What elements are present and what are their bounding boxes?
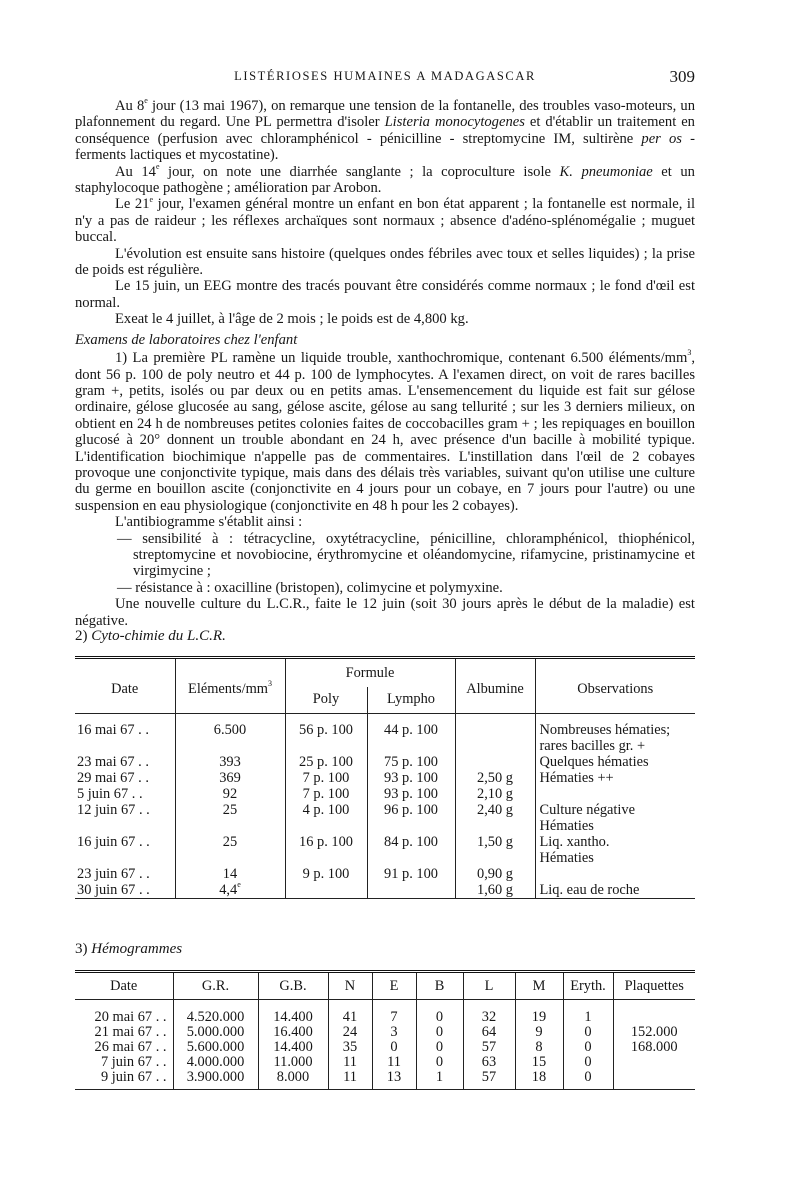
col-header: E <box>372 973 416 1000</box>
cell: 26 mai 67 . . <box>94 1039 167 1055</box>
col-header: M <box>515 973 563 1000</box>
table-row <box>75 818 695 834</box>
cell-date <box>75 786 175 802</box>
cell-text: Culture négative <box>539 802 636 818</box>
superscript: 3 <box>267 678 272 688</box>
cell: 0 <box>563 1070 613 1090</box>
cell: 14.400 <box>258 1040 328 1055</box>
cell: 0 <box>416 1055 463 1070</box>
cell: 152.000 <box>613 1025 695 1040</box>
cell: 0 <box>372 1040 416 1055</box>
cell-text: 25 <box>222 834 238 850</box>
cell-alb <box>455 850 535 866</box>
cell: 0 <box>416 1025 463 1040</box>
cell-text: 1,60 g <box>477 882 513 898</box>
table-row <box>75 722 695 738</box>
list-item-resistance: — résistance à : oxacilline (bristopen), colimycine et polymyxine. <box>117 579 503 596</box>
col-albumine: Albumine <box>455 659 535 714</box>
text-run: et d'établir un traitement en conséquence (perfusion avec chloramphénicol - pénicilline - streptomycine IM, sultirène <box>75 114 695 147</box>
cell-text: 1,50 g <box>477 834 513 850</box>
cell-elem <box>175 770 285 786</box>
cell: 11.000 <box>258 1055 328 1070</box>
cell-alb <box>455 722 535 738</box>
cell-text: 84 p. 100 <box>384 834 438 850</box>
cell: 24 <box>328 1025 372 1040</box>
col-header: B <box>416 973 463 1000</box>
table-row <box>75 754 695 770</box>
cell-text: 7 p. 100 <box>302 770 350 786</box>
cell-elem <box>175 882 285 899</box>
cell-text: Hématies <box>539 818 594 834</box>
superscript: 3 <box>687 348 692 358</box>
cell: 7 juin 67 . . <box>100 1054 167 1070</box>
text-run: jour (13 mai 1967), on remarque une tension de la fontanelle, des troubles vaso-moteurs, un plafonnement du regard. Une PL permettra d'isoler <box>75 98 695 131</box>
cell-lympho <box>367 802 455 818</box>
cell: 1 <box>416 1070 463 1090</box>
cell-text: 369 <box>219 770 241 786</box>
cell-poly <box>285 786 367 802</box>
cell-text: 30 juin 67 . . <box>77 882 150 898</box>
cell <box>613 1055 695 1070</box>
running-title: LISTÉRIOSES HUMAINES A MADAGASCAR <box>234 69 536 83</box>
cell: 5.000.000 <box>173 1025 258 1040</box>
text-run: , dont 56 p. 100 de poly neutro et 44 p. 100 de lymphocytes. A l'examen direct, on voit de rares bacilles gram +, petits, isolés ou par deux ou en petits amas. L'ensemencement du liquide est fait sur gélose ordinaire, gélose glucosée au sang, gélose ascite, gélose au sang tellurité ; sur les 3 derniers milieux, on obtient en 24 h de nombreuses petites colonies faites de coccobacilles gram + ; les repiquages en bouillon glucosé à 20° donnent un trouble abondant en 24 h, avec présence d'un bacille à mobilité typique. L'identification biochimique n'appelle pas de commentaires. L'instillation dans l'œil de 2 cobayes provoque une conjonctivite typique, mais dans des délais très variables, suivant qu'on utilise une culture du germe en bouillon ascite (conjonctivite en 4 jours pour un cobaye, en 7 jours pour l'autre) ou une suspension en eau physiologique (conjonctivite en 48 h pour les 2 cobayes). <box>75 350 695 514</box>
cell-text: Liq. xantho. <box>539 834 610 850</box>
section-title: Examens de laboratoires chez l'enfant <box>75 331 298 348</box>
csf-table <box>75 656 695 899</box>
cell-text: 2,10 g <box>477 786 513 802</box>
italic-text: Listeria monocytogenes <box>384 114 525 131</box>
cell: 4.000.000 <box>173 1055 258 1070</box>
italic-text: K. pneumoniae <box>559 163 653 180</box>
cell: 11 <box>328 1070 372 1090</box>
cell-text: 93 p. 100 <box>384 770 438 786</box>
table-row <box>75 738 695 754</box>
cell-obs <box>535 722 695 738</box>
cell-date <box>75 802 175 818</box>
cell-text: 5 juin 67 . . <box>77 786 143 802</box>
paragraph-evolution: L'évolution est ensuite sans histoire (quelques ondes fébriles avec toux et selles liquides) ; la prise de poids est régulière. <box>75 245 695 279</box>
cell-text: 93 p. 100 <box>384 786 438 802</box>
paragraph-day8 <box>75 98 695 164</box>
cell: 5.600.000 <box>173 1040 258 1055</box>
body-text <box>75 98 695 629</box>
cell-alb <box>455 754 535 770</box>
paragraph-antibiogram: L'antibiogramme s'établit ainsi : <box>115 514 303 531</box>
cell-text: 16 p. 100 <box>299 834 353 850</box>
cell-text: Hématies <box>539 850 594 866</box>
table-row <box>75 866 695 882</box>
cell-text: 29 mai 67 . . <box>77 770 149 786</box>
paragraph-new-culture: Une nouvelle culture du L.C.R., faite le 12 juin (soit 30 jours après le début de la maladie) est négative. <box>75 596 695 629</box>
cell-text: 56 p. 100 <box>299 722 353 738</box>
table-row <box>75 1040 695 1055</box>
cell-obs <box>535 770 695 786</box>
paragraph-day14 <box>75 161 695 197</box>
paragraph-eeg: Le 15 juin, un EEG montre des tracés pouvant être considérés comme normaux ; le fond d'œil est normal. <box>75 278 695 311</box>
col-header: Plaquettes <box>613 973 695 1000</box>
cell-elem <box>175 786 285 802</box>
cell <box>613 1070 695 1090</box>
superscript: e <box>155 161 160 171</box>
table-row <box>75 834 695 850</box>
cell-text: rares bacilles gr. + <box>539 738 646 754</box>
cell-alb <box>455 786 535 802</box>
cell-lympho <box>367 770 455 786</box>
col-elements <box>175 659 285 714</box>
cell: 0 <box>416 1040 463 1055</box>
cell-elem <box>175 738 285 754</box>
col-date: Date <box>75 659 175 714</box>
page-number: 309 <box>669 67 695 86</box>
cell-text: 4 p. 100 <box>302 802 350 818</box>
cell-elem <box>175 754 285 770</box>
table-row <box>75 882 695 899</box>
cell-alb <box>455 738 535 754</box>
table-row <box>75 1025 695 1040</box>
cell-alb <box>455 802 535 818</box>
cell-obs <box>535 818 695 834</box>
cell: 64 <box>463 1025 515 1040</box>
cell: 63 <box>463 1055 515 1070</box>
caption-number: 3) <box>75 941 92 957</box>
cell: 0 <box>563 1025 613 1040</box>
col-header: Date <box>75 973 173 1000</box>
cell: 0 <box>416 1010 463 1025</box>
cell: 20 mai 67 . . <box>94 1009 167 1025</box>
col-formule: Formule <box>285 659 455 687</box>
cell-alb <box>455 818 535 834</box>
cell-poly <box>285 850 367 866</box>
caption-number: 2) <box>75 628 92 644</box>
cell-text: 2,50 g <box>477 770 513 786</box>
cell-text: 16 mai 67 . . <box>77 722 149 738</box>
col-header: Eryth. <box>563 973 613 1000</box>
cell: 4.520.000 <box>173 1010 258 1025</box>
cell-poly <box>285 722 367 738</box>
cell-obs <box>535 738 695 754</box>
col-header: L <box>463 973 515 1000</box>
text-run: 1) La première PL ramène un liquide trouble, xanthochromique, contenant 6.500 éléments/mm <box>115 350 688 367</box>
cell-lympho <box>367 738 455 754</box>
cell-obs <box>535 882 695 899</box>
cell-date <box>75 850 175 866</box>
cell: 13 <box>372 1070 416 1090</box>
cell-text: 6.500 <box>213 722 247 738</box>
cell: 16.400 <box>258 1025 328 1040</box>
text-run: Au 8 <box>115 98 145 114</box>
cell: 9 <box>515 1025 563 1040</box>
cell-elem <box>175 850 285 866</box>
cell-alb <box>455 834 535 850</box>
cell-text: Quelques hématies <box>539 754 649 770</box>
cell-text: 92 <box>222 786 238 802</box>
cell-elem <box>175 722 285 738</box>
cell: 19 <box>515 1010 563 1025</box>
cell-elem <box>175 818 285 834</box>
italic-text: per os <box>641 130 682 147</box>
table-row <box>75 1055 695 1070</box>
cell: 0 <box>563 1055 613 1070</box>
text-run: jour, on note une diarrhée sanglante ; la coproculture isole <box>159 163 560 180</box>
cell: 11 <box>372 1055 416 1070</box>
cell-lympho <box>367 786 455 802</box>
cell-text: 25 p. 100 <box>299 754 353 770</box>
col-poly: Poly <box>285 687 367 714</box>
cell-lympho <box>367 818 455 834</box>
table-row <box>75 802 695 818</box>
cell-poly <box>285 738 367 754</box>
cell-elem <box>175 802 285 818</box>
cell-text: 4,4 <box>219 882 238 898</box>
cell-lympho <box>367 722 455 738</box>
table-row <box>75 770 695 786</box>
cell-text: 16 juin 67 . . <box>77 834 150 850</box>
cell-elem <box>175 834 285 850</box>
cell-text: 96 p. 100 <box>384 802 438 818</box>
cell-poly <box>285 802 367 818</box>
caption-title: Hémogrammes <box>91 941 183 957</box>
cell-date <box>75 818 175 834</box>
cell-date <box>75 754 175 770</box>
cell: 41 <box>328 1010 372 1025</box>
list-item-sensitivity: — sensibilité à : tétracycline, oxytétracycline, pénicilline, chloramphénicol, thiophénicol, streptomycine et novobiocine, érythromycine et oléandomycine, rifamycine, pristinamycine et virgimycine ; <box>117 530 695 580</box>
cell: 168.000 <box>613 1040 695 1055</box>
superscript: e <box>144 96 148 106</box>
col-observations: Observations <box>535 659 695 714</box>
cell-poly <box>285 818 367 834</box>
cell-alb <box>455 770 535 786</box>
cell: 21 mai 67 . . <box>94 1024 167 1040</box>
paragraph-exeat: Exeat le 4 juillet, à l'âge de 2 mois ; le poids est de 4,800 kg. <box>115 311 469 328</box>
cell <box>613 1010 695 1025</box>
running-head <box>75 67 695 87</box>
table1-caption <box>75 628 226 645</box>
cell: 9 juin 67 . . <box>75 1070 173 1090</box>
cell: 8 <box>515 1040 563 1055</box>
superscript: e <box>149 194 154 204</box>
cell: 57 <box>463 1070 515 1090</box>
cell: 0 <box>563 1040 613 1055</box>
cell: 8.000 <box>258 1070 328 1090</box>
cell-text: 2,40 g <box>477 802 513 818</box>
cell: 3 <box>372 1025 416 1040</box>
col-header: G.R. <box>173 973 258 1000</box>
cell: 35 <box>328 1040 372 1055</box>
cell-obs <box>535 786 695 802</box>
cell-date <box>75 882 175 899</box>
cell-lympho <box>367 882 455 899</box>
csf-table-body <box>75 722 695 899</box>
col-header: N <box>328 973 372 1000</box>
cell-elem <box>175 866 285 882</box>
text-run: jour, l'examen général montre un enfant en bon état apparent ; la fontanelle est normale, il n'y a pas de raideur ; les réflexes archaïques sont normaux ; absence d'adéno-splénomégalie ; muguet buccal. <box>75 196 696 246</box>
paragraph-first-pl <box>75 350 695 514</box>
cell-lympho <box>367 850 455 866</box>
cell-text: Hématies ++ <box>539 770 614 786</box>
cell: 18 <box>515 1070 563 1090</box>
cell-text: 23 juin 67 . . <box>77 866 150 882</box>
cell-date <box>75 738 175 754</box>
cell-text: 12 juin 67 . . <box>77 802 150 818</box>
text-run: Au 14 <box>115 163 156 180</box>
cell-date <box>75 834 175 850</box>
cell-text: Liq. eau de roche <box>539 882 640 898</box>
cell: 14.400 <box>258 1010 328 1025</box>
cell-text: 44 p. 100 <box>384 722 438 738</box>
cell-date <box>75 866 175 882</box>
table-row <box>75 1010 695 1025</box>
cell: 15 <box>515 1055 563 1070</box>
cell-text: 25 <box>222 802 238 818</box>
cell: 1 <box>563 1010 613 1025</box>
text-run: Le 21 <box>115 196 150 213</box>
col-lympho: Lympho <box>367 687 455 714</box>
table-row <box>75 786 695 802</box>
cell: 3.900.000 <box>173 1070 258 1090</box>
cell-poly <box>285 882 367 899</box>
caption-title: Cyto-chimie du L.C.R. <box>91 628 226 644</box>
cell: 57 <box>463 1040 515 1055</box>
cell: 32 <box>463 1010 515 1025</box>
cell-alb <box>455 882 535 899</box>
cell-text: 23 mai 67 . . <box>77 754 149 770</box>
cell-obs <box>535 754 695 770</box>
cell-text: 0,90 g <box>477 866 513 882</box>
cell-poly <box>285 754 367 770</box>
cell-text: 75 p. 100 <box>384 754 438 770</box>
table-header-row <box>75 659 695 687</box>
cell-text: 14 <box>222 866 238 882</box>
cell-obs <box>535 802 695 818</box>
cell-poly <box>285 834 367 850</box>
cell: 7 <box>372 1010 416 1025</box>
cell-poly <box>285 866 367 882</box>
hemogram-table-body <box>75 1010 695 1090</box>
cell-date <box>75 770 175 786</box>
table-row <box>75 850 695 866</box>
cell-obs <box>535 866 695 882</box>
cell-text: 7 p. 100 <box>302 786 350 802</box>
cell-poly <box>285 770 367 786</box>
table-header-row <box>75 973 695 1000</box>
paragraph-day21 <box>75 196 695 245</box>
superscript: e <box>237 880 241 890</box>
cell-text: Nombreuses hématies; <box>539 722 671 738</box>
cell-text: 393 <box>219 754 241 770</box>
cell-date <box>75 722 175 738</box>
cell: 11 <box>328 1055 372 1070</box>
cell-alb <box>455 866 535 882</box>
cell-lympho <box>367 754 455 770</box>
cell-obs <box>535 850 695 866</box>
text-run: - ferments lactiques et mycostatine). <box>75 130 695 164</box>
table-row <box>75 1070 695 1090</box>
text-run: et un staphylocoque pathogène ; amélioration par Arobon. <box>75 163 695 197</box>
cell-text: 91 p. 100 <box>384 866 438 882</box>
cell-text: 9 p. 100 <box>302 866 350 882</box>
cell-obs <box>535 834 695 850</box>
cell-lympho <box>367 866 455 882</box>
table2-caption <box>75 941 182 958</box>
hemogram-table <box>75 970 695 1090</box>
header-text: Eléments/mm <box>188 680 268 697</box>
col-header: G.B. <box>258 973 328 1000</box>
cell-lympho <box>367 834 455 850</box>
